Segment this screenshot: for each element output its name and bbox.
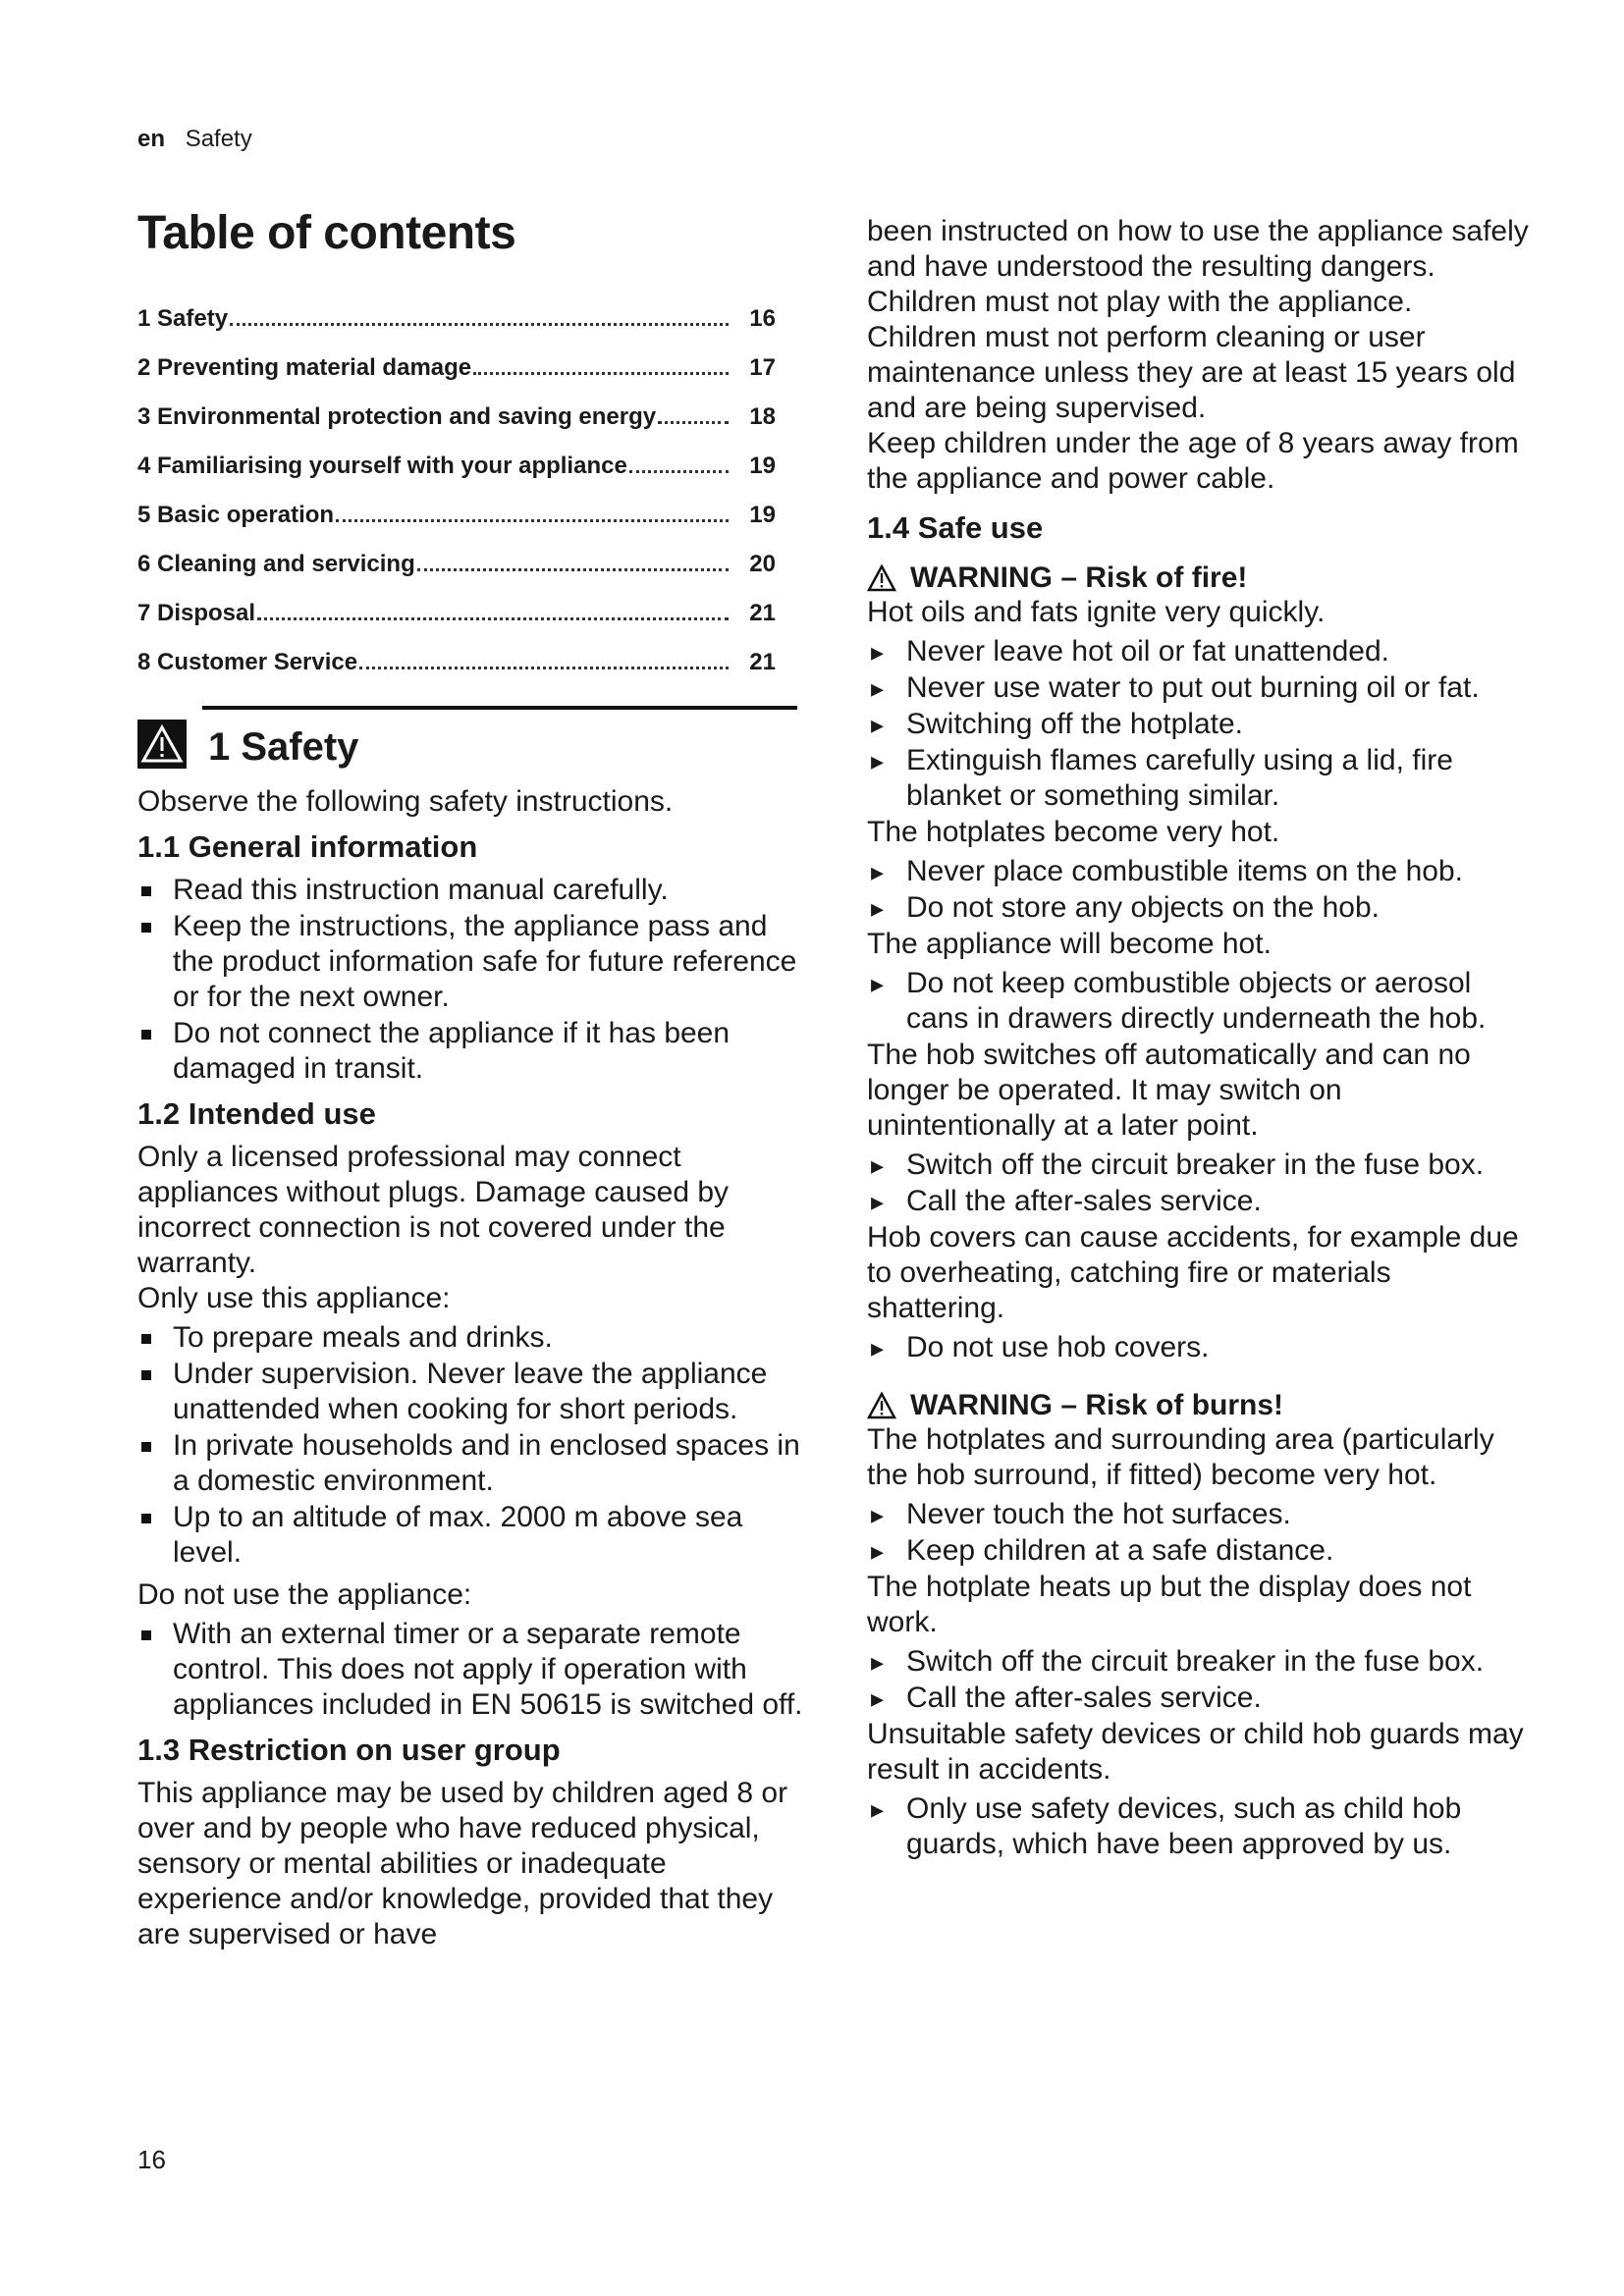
instruction-list: [867, 1148, 1535, 1219]
safety-section-header: [137, 706, 805, 784]
list-item: ▸ Never use water to put out burning oil or fat.: [867, 670, 1535, 706]
list-item: Do not connect the appliance if it has been damaged in transit.: [137, 1016, 805, 1087]
subsection-title: 1.2 Intended use: [137, 1096, 376, 1131]
list-item: Read this instruction manual carefully.: [137, 873, 805, 908]
instruction-list: [867, 1644, 1535, 1716]
paragraph: Children must not perform cleaning or user maintenance unless they are at least 15 years old and are being supervised.: [867, 321, 1516, 424]
list-item: ▸ Only use safety devices, such as child hob guards, which have been approved by us.: [867, 1791, 1535, 1862]
instruction-list: [867, 854, 1535, 926]
toc-item[interactable]: 7 Disposal 21: [137, 600, 776, 626]
warning-triangle-icon: [867, 564, 896, 592]
warning-triangle-icon: [867, 1392, 896, 1419]
list-item: Under supervision. Never leave the appliance unattended when cooking for short periods.: [137, 1357, 805, 1427]
instruction-list: [867, 634, 1535, 814]
list-item: ▸ Extinguish flames carefully using a lid, fire blanket or something similar.: [867, 743, 1535, 814]
paragraph: Children must not play with the appliance.: [867, 286, 1413, 318]
list-item: To prepare meals and drinks.: [137, 1320, 805, 1356]
paragraph: Keep children under the age of 8 years away from the appliance and power cable.: [867, 427, 1519, 495]
running-header: [137, 126, 252, 153]
not-use-list: [137, 1617, 805, 1723]
warning-icon: [137, 720, 187, 769]
left-column: [137, 206, 805, 1952]
list-item: With an external timer or a separate remote control. This does not apply if operation with appliances included in EN 50615 is switched off.: [137, 1617, 805, 1723]
instruction-list: [867, 1330, 1535, 1365]
paragraph: Do not use the appliance:: [137, 1578, 472, 1611]
language-code: en: [137, 126, 166, 152]
subsection-title: 1.3 Restriction on user group: [137, 1733, 561, 1767]
list-item: ▸ Call the after-sales service.: [867, 1681, 1535, 1716]
paragraph: Hob covers can cause accidents, for example due to overheating, catching fire or materials shattering.: [867, 1221, 1519, 1324]
general-list: [137, 873, 805, 1087]
paragraph: This appliance may be used by children aged 8 or over and by people who have reduced physical, sensory or mental abilities or inadequate experience and/or knowledge, provided that they are supervised or have: [137, 1777, 788, 1950]
list-item: ▸ Call the after-sales service.: [867, 1184, 1535, 1219]
list-item: ▸ Never place combustible items on the hob.: [867, 854, 1535, 889]
section-rule: [202, 706, 797, 710]
paragraph: Unsuitable safety devices or child hob guards may result in accidents.: [867, 1718, 1524, 1786]
warning-fire: WARNING – Risk of fire!: [867, 561, 1535, 595]
safety-intro: Observe the following safety instructions.: [137, 785, 674, 818]
paragraph: been instructed on how to use the appliance safely and have understood the resulting dangers.: [867, 215, 1529, 283]
paragraph: Only use this appliance:: [137, 1282, 451, 1314]
paragraph: The hotplates and surrounding area (particularly the hob surround, if fitted) become very hot.: [867, 1423, 1494, 1491]
subsection-title: 1.1 General information: [137, 829, 478, 864]
intended-list: [137, 1320, 805, 1571]
toc-item[interactable]: 2 Preventing material damage 17: [137, 354, 776, 381]
toc-item[interactable]: 4 Familiarising yourself with your appliance 19: [137, 453, 776, 479]
toc-item[interactable]: 6 Cleaning and servicing 20: [137, 551, 776, 577]
paragraph: The hotplate heats up but the display does not work.: [867, 1571, 1472, 1638]
paragraph: Only a licensed professional may connect appliances without plugs. Damage caused by incorrect connection is not covered under the warranty.: [137, 1141, 730, 1279]
list-item: ▸ Do not use hob covers.: [867, 1330, 1535, 1365]
header-section: Safety: [185, 126, 252, 152]
toc-item[interactable]: 8 Customer Service 21: [137, 649, 776, 675]
warning-burns: WARNING – Risk of burns!: [867, 1389, 1535, 1422]
list-item: ▸ Switch off the circuit breaker in the fuse box.: [867, 1644, 1535, 1680]
toc-title: Table of contents: [137, 207, 516, 259]
list-item: ▸ Switching off the hotplate.: [867, 707, 1535, 742]
list-item: ▸ Never leave hot oil or fat unattended.: [867, 634, 1535, 669]
toc-item[interactable]: 3 Environmental protection and saving energy 18: [137, 403, 776, 430]
list-item: Up to an altitude of max. 2000 m above sea level.: [137, 1500, 805, 1571]
toc-item[interactable]: 5 Basic operation 19: [137, 502, 776, 528]
section-title: 1 Safety: [208, 725, 359, 769]
right-column: [867, 214, 1535, 1863]
list-item: ▸ Never touch the hot surfaces.: [867, 1497, 1535, 1532]
list-item: ▸ Do not store any objects on the hob.: [867, 890, 1535, 926]
instruction-list: [867, 1791, 1535, 1862]
page-number: 16: [137, 2145, 166, 2174]
instruction-list: [867, 1497, 1535, 1569]
list-item: In private households and in enclosed spaces in a domestic environment.: [137, 1428, 805, 1499]
list-item: Keep the instructions, the appliance pass and the product information safe for future reference or for the next owner.: [137, 909, 805, 1015]
list-item: ▸ Do not keep combustible objects or aerosol cans in drawers directly underneath the hob.: [867, 966, 1535, 1037]
instruction-list: [867, 966, 1535, 1037]
paragraph: The appliance will become hot.: [867, 928, 1272, 960]
list-item: ▸ Keep children at a safe distance.: [867, 1533, 1535, 1569]
subsection-title: 1.4 Safe use: [867, 510, 1044, 545]
list-item: ▸ Switch off the circuit breaker in the fuse box.: [867, 1148, 1535, 1183]
toc-list: [137, 284, 805, 676]
toc-item[interactable]: 1 Safety 16: [137, 305, 776, 332]
paragraph: Hot oils and fats ignite very quickly.: [867, 596, 1326, 628]
paragraph: The hob switches off automatically and can no longer be operated. It may switch on unintentionally at a later point.: [867, 1039, 1471, 1142]
paragraph: The hotplates become very hot.: [867, 816, 1280, 848]
